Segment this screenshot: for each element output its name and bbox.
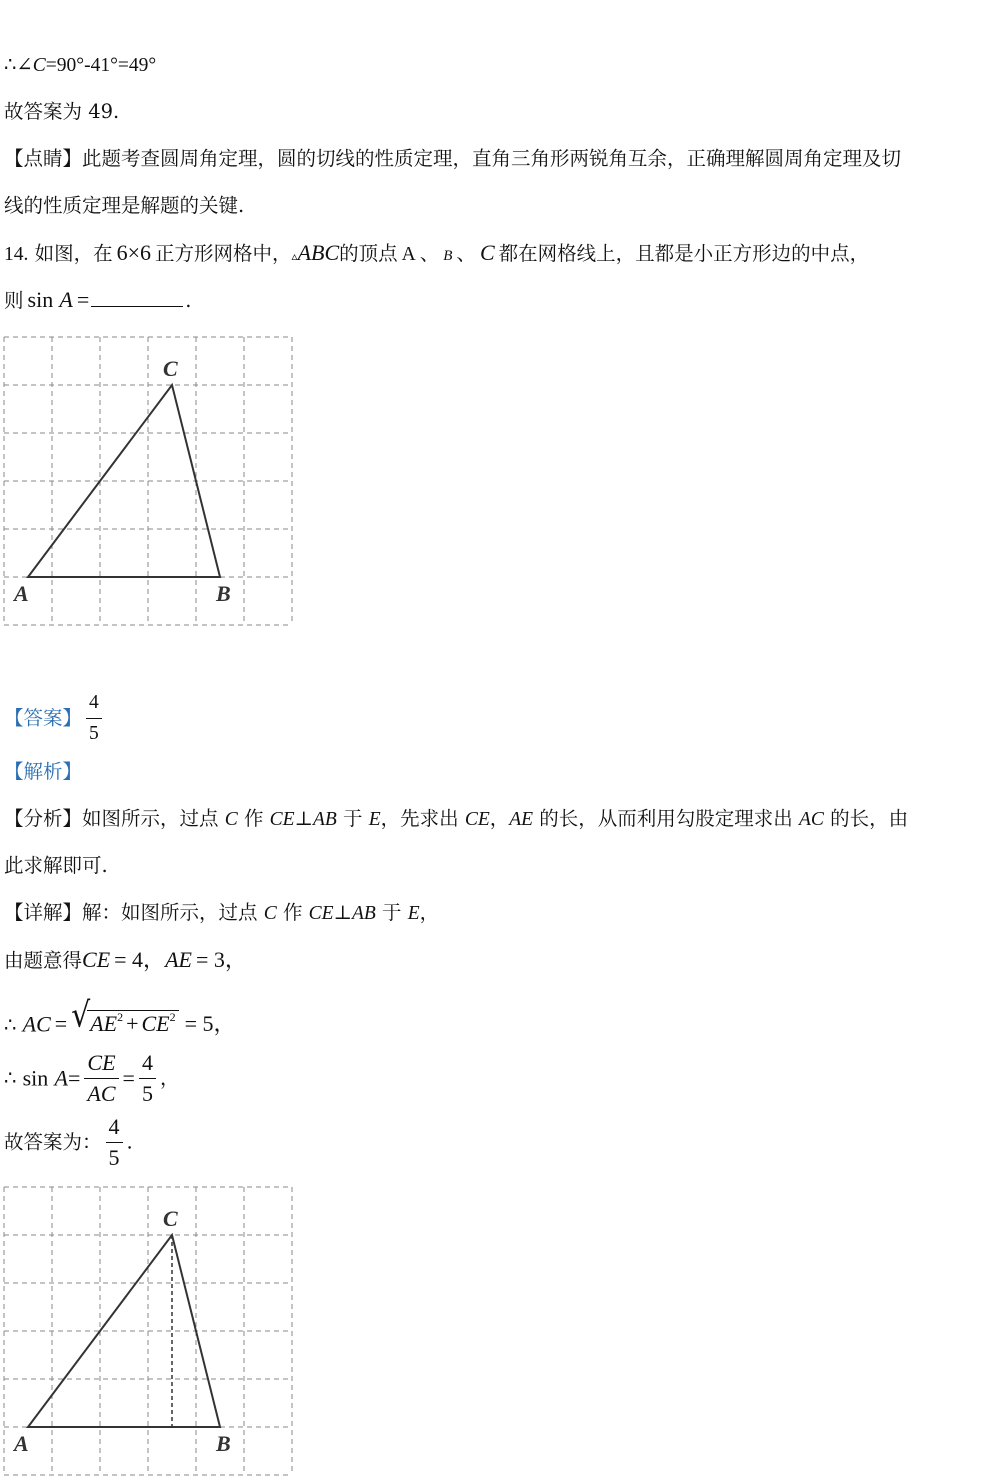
given-line (4, 945, 247, 976)
plus-sign: + (126, 1011, 139, 1037)
var-ab: AB (351, 903, 376, 924)
xiangjie-label: 【详解】 (4, 901, 83, 924)
var-ac: AC (22, 1011, 51, 1037)
therefore-symbol: ∴ (4, 1066, 17, 1090)
fraction-denominator: AC (87, 1081, 116, 1106)
answer-line-49: 故答案为 49. (4, 100, 120, 123)
text: 于 (381, 901, 402, 924)
vertex-a: A (401, 244, 416, 265)
ac-value: = 5， (184, 1011, 236, 1037)
figure-triangle (2, 335, 294, 627)
sin-function: sin (27, 287, 54, 312)
var-c: C (263, 903, 277, 924)
grid-size: 6×6 (116, 240, 152, 265)
triangle-icon: ▵ (291, 249, 298, 263)
question-text-b: 正方形网格中， (155, 242, 292, 265)
question-number: 14. (4, 244, 29, 265)
exponent: 2 (169, 1010, 176, 1024)
therefore-symbol: ∴ (4, 1013, 17, 1037)
value-ce: = 4， (114, 947, 166, 972)
angle-equation: =90°-41°=49° (45, 55, 157, 76)
text: 解：如图所示，过点 (82, 901, 258, 924)
var-e: E (407, 903, 420, 924)
var-ae: AE (509, 809, 534, 830)
grid-lines (4, 337, 292, 625)
value-ae: = 3， (195, 947, 247, 972)
var-c: C (32, 55, 46, 76)
text: 作 (243, 807, 264, 830)
answer-line (4, 688, 106, 749)
text: 作 (282, 901, 303, 924)
fraction-denominator: 5 (108, 1145, 120, 1170)
var-ab: AB (312, 809, 337, 830)
comment-line-1: 【点睛】此题考查圆周角定理，圆的切线的性质定理，直角三角形两锐角互余，正确理解圆周角定理及切 (4, 147, 902, 170)
comma: ， (489, 807, 510, 830)
triangle-name: ABC (297, 240, 340, 265)
analysis-label: 【解析】 (4, 760, 83, 783)
text: 故答案为： (4, 1130, 102, 1154)
question-text-d: 都在网格线上，且都是小正方形边的中点， (498, 242, 870, 265)
var-ac: AC (799, 809, 824, 830)
text: 的长，由 (830, 807, 909, 830)
perp-symbol: ⊥ (333, 901, 352, 924)
fraction-numerator: 4 (86, 688, 102, 719)
period: . (126, 1130, 133, 1154)
var-ce: CE (464, 809, 490, 830)
answer-label: 【答案】 (4, 706, 83, 730)
label-a: A (14, 581, 29, 606)
text: 的长，从而利用勾股定理求出 (539, 807, 793, 830)
answer-fraction (86, 688, 102, 749)
fraction-numerator: 4 (139, 1048, 156, 1079)
question-text-c: 的顶点 (339, 242, 398, 265)
text: ， (419, 901, 440, 924)
fraction-denominator: 5 (141, 1081, 153, 1106)
label-b: B (216, 1431, 231, 1456)
var-c: C (224, 809, 238, 830)
question-14-line-1 (4, 238, 869, 271)
var-ae: AE (90, 1011, 118, 1037)
xiangjie-line-1 (4, 898, 439, 929)
question-text-a: 如图，在 (34, 242, 113, 265)
angle-var: A (59, 287, 73, 312)
sin-line (4, 1048, 179, 1109)
var-ae: AE (165, 947, 192, 972)
therefore-symbol: ∴ (4, 53, 17, 76)
equals-sign: = (67, 1065, 81, 1091)
var-ce: CE (82, 947, 111, 972)
var-e: E (368, 809, 381, 830)
figure-triangle-with-altitude (2, 1185, 294, 1477)
sqrt-expression (71, 995, 178, 1040)
radical-sign: √ (71, 995, 91, 1036)
fenxi-line-2: 此求解即可. (4, 854, 108, 877)
label-c: C (163, 356, 178, 381)
var-ce: CE (308, 903, 334, 924)
fenxi-line-1 (4, 804, 908, 835)
separator: 、 (456, 242, 476, 265)
four-fifths (139, 1048, 156, 1109)
question-14-line-2 (4, 285, 191, 316)
label-c: C (163, 1206, 178, 1231)
vertex-c: C (479, 240, 495, 265)
sin-function: sin (22, 1065, 49, 1091)
equals-sign: = (76, 287, 90, 312)
ce-over-ac (84, 1048, 118, 1109)
question-prefix: 则 (4, 289, 24, 312)
text: ，先求出 (380, 807, 459, 830)
final-answer-line (4, 1112, 133, 1173)
text: 于 (342, 807, 363, 830)
comma: ， (159, 1066, 180, 1090)
equals-sign: = (122, 1065, 135, 1091)
answer-blank (91, 288, 183, 307)
solution-line-angle-c (4, 50, 156, 81)
ac-line (4, 995, 236, 1040)
fraction-numerator: 4 (106, 1112, 123, 1143)
angle-symbol: ∠ (16, 53, 33, 76)
fraction-numerator: CE (84, 1048, 118, 1079)
period: . (185, 289, 192, 312)
separator: 、 (419, 242, 440, 265)
var-ce: CE (269, 809, 295, 830)
vertex-b: B (443, 248, 453, 264)
text: 由题意得 (4, 949, 83, 972)
equals-sign: = (54, 1011, 68, 1037)
label-b: B (216, 581, 231, 606)
fraction-denominator: 5 (89, 723, 99, 744)
label-a: A (14, 1431, 29, 1456)
text: 如图所示，过点 (82, 807, 219, 830)
var-ce: CE (141, 1011, 170, 1037)
exponent: 2 (117, 1010, 124, 1024)
final-fraction (106, 1112, 123, 1173)
perp-symbol: ⊥ (294, 807, 313, 830)
fenxi-label: 【分析】 (4, 807, 83, 830)
var-a: A (54, 1065, 68, 1091)
comment-line-2: 线的性质定理是解题的关键. (4, 194, 245, 217)
grid-lines (4, 1187, 292, 1475)
